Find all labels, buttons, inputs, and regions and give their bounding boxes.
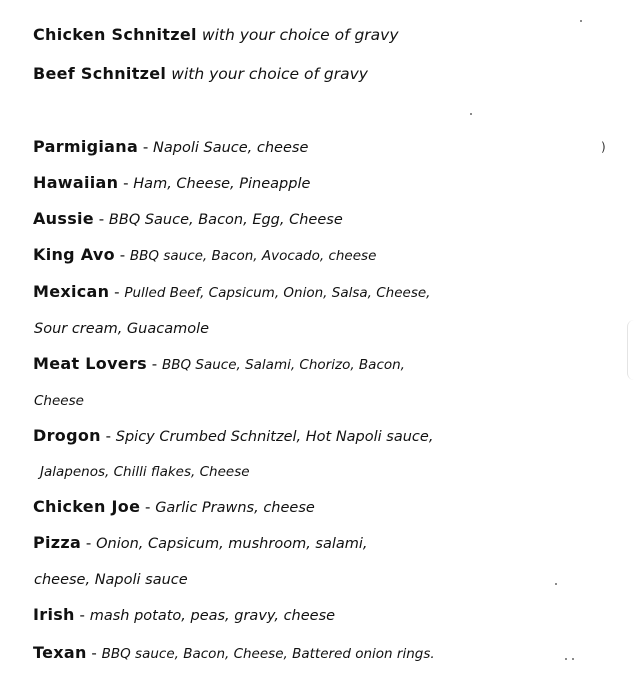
item-separator: -: [146, 355, 162, 373]
item-separator: -: [93, 210, 109, 228]
menu-item-irish: [33, 607, 335, 624]
item-separator: -: [118, 174, 134, 192]
item-separator: -: [140, 498, 156, 516]
item-separator: -: [81, 534, 97, 552]
scan-speck: [572, 658, 574, 660]
menu-item-pizza: [33, 535, 368, 552]
item-name: Drogon: [33, 426, 101, 445]
item-description-continued: Cheese: [34, 393, 84, 409]
item-separator: -: [100, 427, 116, 445]
item-separator: -: [109, 283, 125, 301]
item-description: BBQ sauce, Bacon, Avocado, cheese: [129, 248, 377, 264]
scan-speck: [470, 113, 472, 115]
item-name: Irish: [33, 605, 75, 624]
item-name: Mexican: [33, 282, 110, 301]
item-name: Chicken Joe: [33, 497, 141, 516]
item-description: Ham, Cheese, Pineapple: [133, 176, 311, 192]
item-separator: -: [86, 644, 102, 662]
item-name: Pizza: [33, 533, 82, 552]
item-description-continued: cheese, Napoli sauce: [34, 572, 188, 588]
item-name: King Avo: [33, 245, 115, 264]
scan-speck: [555, 583, 557, 585]
item-description-continued: Jalapenos, Chilli flakes, Cheese: [40, 464, 250, 480]
item-description: BBQ Sauce, Salami, Chorizo, Bacon,: [161, 357, 405, 373]
page-edge-shadow: [627, 320, 634, 380]
menu-item-hawaiian: [33, 175, 310, 192]
item-name: Texan: [33, 643, 87, 662]
menu-item-texan: [33, 645, 435, 662]
item-name: Beef Schnitzel: [33, 64, 167, 83]
item-description: with your choice of gravy: [171, 65, 368, 83]
item-name: Hawaiian: [33, 173, 119, 192]
menu-item-meat-lovers: [33, 356, 405, 373]
item-description: Pulled Beef, Capsicum, Onion, Salsa, Cheese,: [124, 285, 431, 301]
item-name: Aussie: [33, 209, 94, 228]
menu-item-drogon: [33, 428, 433, 445]
item-name: Parmigiana: [33, 137, 139, 156]
item-description: Napoli Sauce, cheese: [153, 140, 309, 156]
item-description: with your choice of gravy: [201, 26, 399, 44]
item-separator: -: [138, 138, 154, 156]
menu-item-meat-lovers-continuation: [34, 392, 84, 409]
menu-item-aussie: [33, 211, 343, 228]
item-description: Garlic Prawns, cheese: [155, 500, 315, 516]
menu-item-chicken-joe: [33, 499, 315, 516]
menu-item-parmigiana: [33, 139, 308, 156]
scan-speck: [565, 658, 567, 660]
menu-item-drogon-continuation: [40, 463, 250, 480]
scan-speck: [580, 20, 582, 22]
item-description: Spicy Crumbed Schnitzel, Hot Napoli sauce,: [115, 429, 434, 445]
menu-item-chicken-schnitzel: [33, 27, 399, 44]
menu-item-beef-schnitzel: [33, 66, 368, 83]
menu-item-king-avo: [33, 247, 376, 264]
item-name: Meat Lovers: [33, 354, 147, 373]
item-description: mash potato, peas, gravy, cheese: [89, 608, 336, 624]
menu-item-pizza-continuation: [34, 571, 188, 588]
item-separator: -: [114, 246, 130, 264]
item-description-continued: Sour cream, Guacamole: [34, 321, 210, 337]
edge-mark: ): [601, 140, 606, 154]
menu-item-mexican-continuation: [34, 320, 209, 337]
item-separator: -: [74, 606, 90, 624]
item-description: Onion, Capsicum, mushroom, salami,: [96, 536, 368, 552]
item-name: Chicken Schnitzel: [33, 25, 197, 44]
menu-item-mexican: [33, 284, 430, 301]
item-description: BBQ sauce, Bacon, Cheese, Battered onion rings.: [101, 646, 435, 662]
item-description: BBQ Sauce, Bacon, Egg, Cheese: [108, 212, 343, 228]
